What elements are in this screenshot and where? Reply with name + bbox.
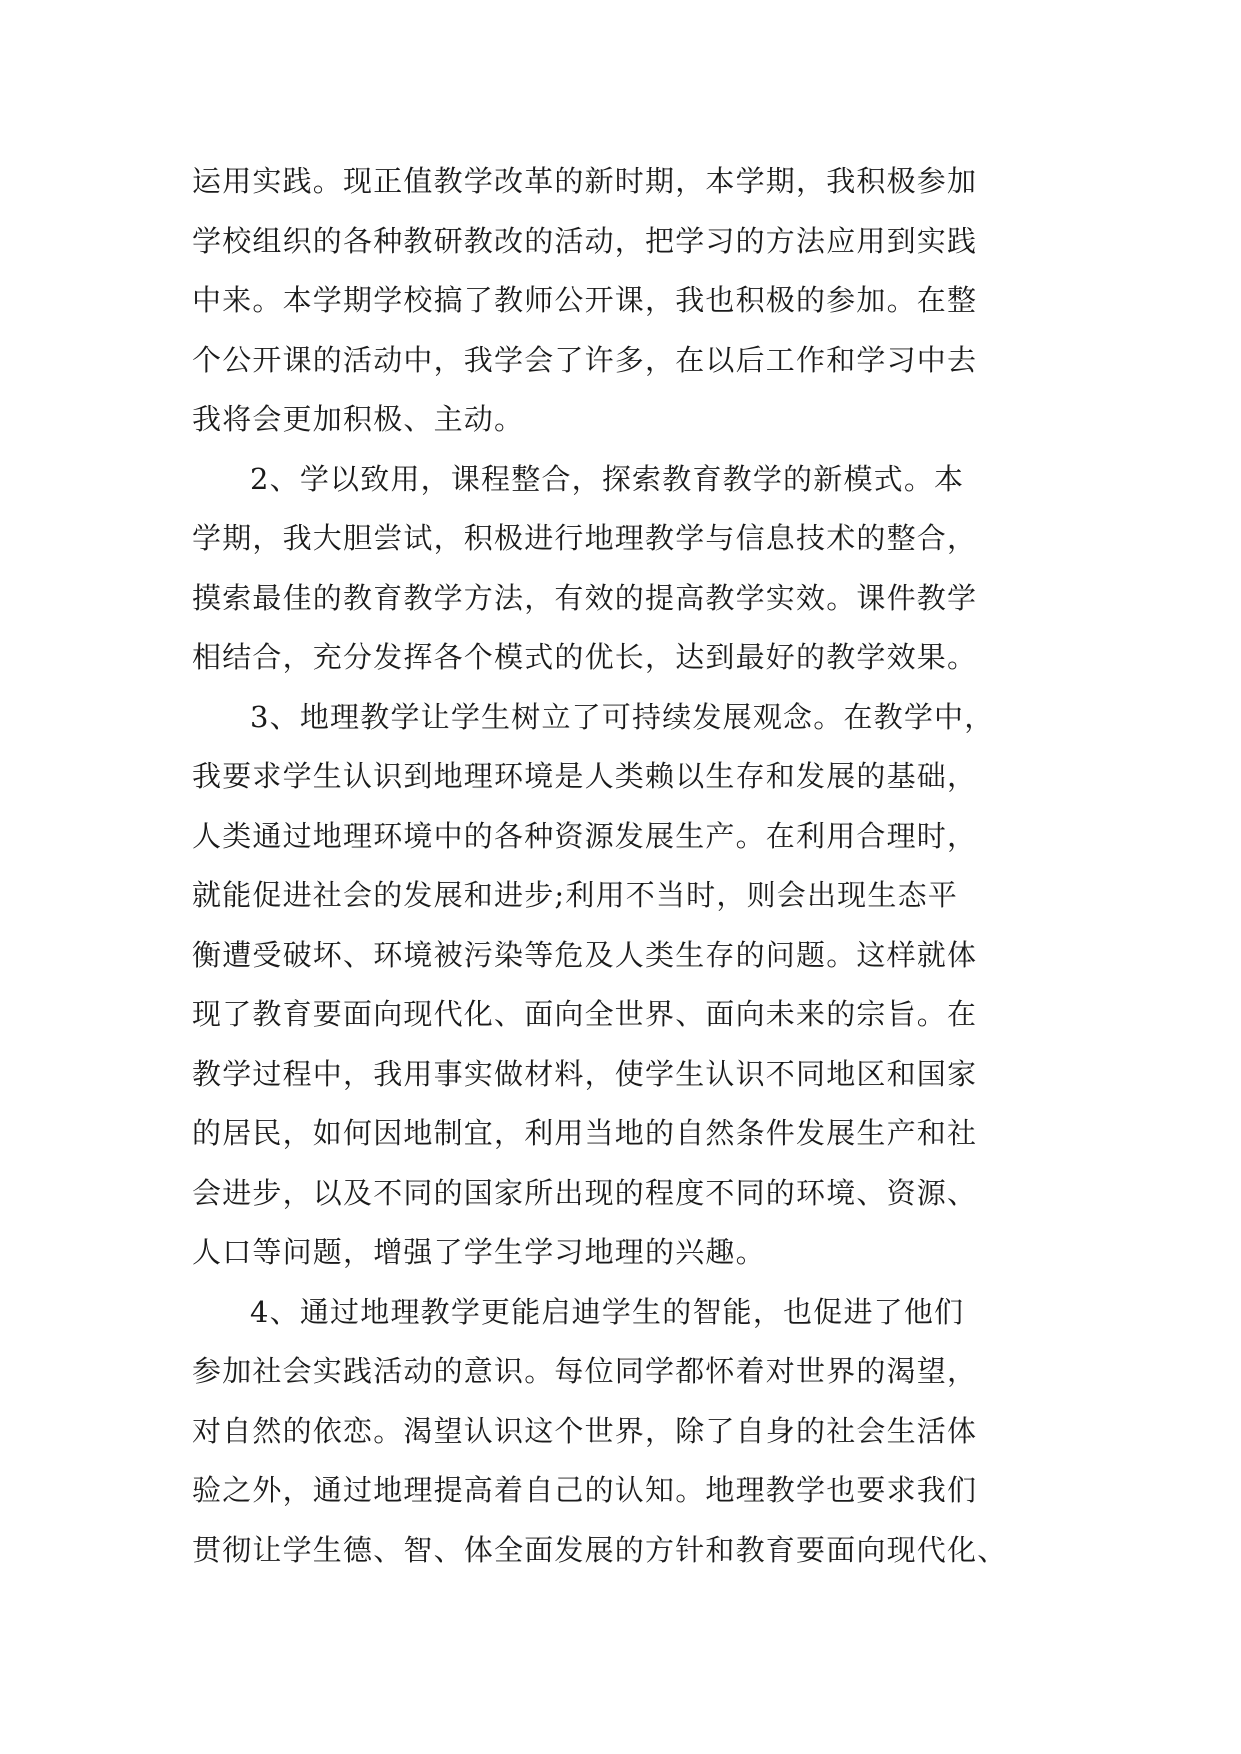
text-line: 人类通过地理环境中的各种资源发展生产。在利用合理时， bbox=[192, 818, 978, 853]
text-line: 现了教育要面向现代化、面向全世界、面向未来的宗旨。在 bbox=[192, 997, 978, 1031]
text-line: 学期，我大胆尝试，积极进行地理教学与信息技术的整合， bbox=[192, 521, 978, 555]
text-line: 衡遭受破坏、环境被污染等危及人类生存的问题。这样就体 bbox=[192, 937, 978, 972]
text-line: 4、通过地理教学更能启迪学生的智能，也促进了他们 bbox=[250, 1294, 965, 1329]
text-line: 我将会更加积极、主动。 bbox=[192, 402, 525, 436]
text-line: 相结合，充分发挥各个模式的优长，达到最好的教学效果。 bbox=[192, 640, 978, 674]
text-line: 贯彻让学生德、智、体全面发展的方针和教育要面向现代化、 bbox=[192, 1532, 1008, 1567]
text-line: 运用实践。现正值教学改革的新时期，本学期，我积极参加 bbox=[192, 164, 978, 198]
body-text bbox=[192, 152, 1072, 1580]
text-line: 的居民，如何因地制宜，利用当地的自然条件发展生产和社 bbox=[192, 1116, 978, 1150]
text-line: 中来。本学期学校搞了教师公开课，我也积极的参加。在整 bbox=[192, 283, 978, 317]
text-line: 摸索最佳的教育教学方法，有效的提高教学实效。课件教学 bbox=[192, 580, 978, 615]
text-line: 3、地理教学让学生树立了可持续发展观念。在教学中， bbox=[250, 699, 995, 734]
text-line: 对自然的依恋。渴望认识这个世界，除了自身的社会生活体 bbox=[192, 1413, 978, 1448]
text-line: 教学过程中，我用事实做材料，使学生认识不同地区和国家 bbox=[192, 1056, 978, 1091]
text-line: 会进步，以及不同的国家所出现的程度不同的环境、资源、 bbox=[192, 1175, 978, 1210]
text-line: 人口等问题，增强了学生学习地理的兴趣。 bbox=[192, 1235, 766, 1269]
text-line: 个公开课的活动中，我学会了许多，在以后工作和学习中去 bbox=[192, 342, 978, 377]
text-line: 验之外，通过地理提高着自己的认知。地理教学也要求我们 bbox=[192, 1473, 978, 1507]
text-line: 我要求学生认识到地理环境是人类赖以生存和发展的基础， bbox=[192, 759, 978, 793]
text-line: 就能促进社会的发展和进步;利用不当时，则会出现生态平 bbox=[192, 878, 958, 912]
text-line: 2、学以致用，课程整合，探索教育教学的新模式。本 bbox=[250, 461, 965, 496]
text-line: 参加社会实践活动的意识。每位同学都怀着对世界的渴望， bbox=[192, 1354, 978, 1388]
text-line: 学校组织的各种教研教改的活动，把学习的方法应用到实践 bbox=[192, 223, 978, 258]
